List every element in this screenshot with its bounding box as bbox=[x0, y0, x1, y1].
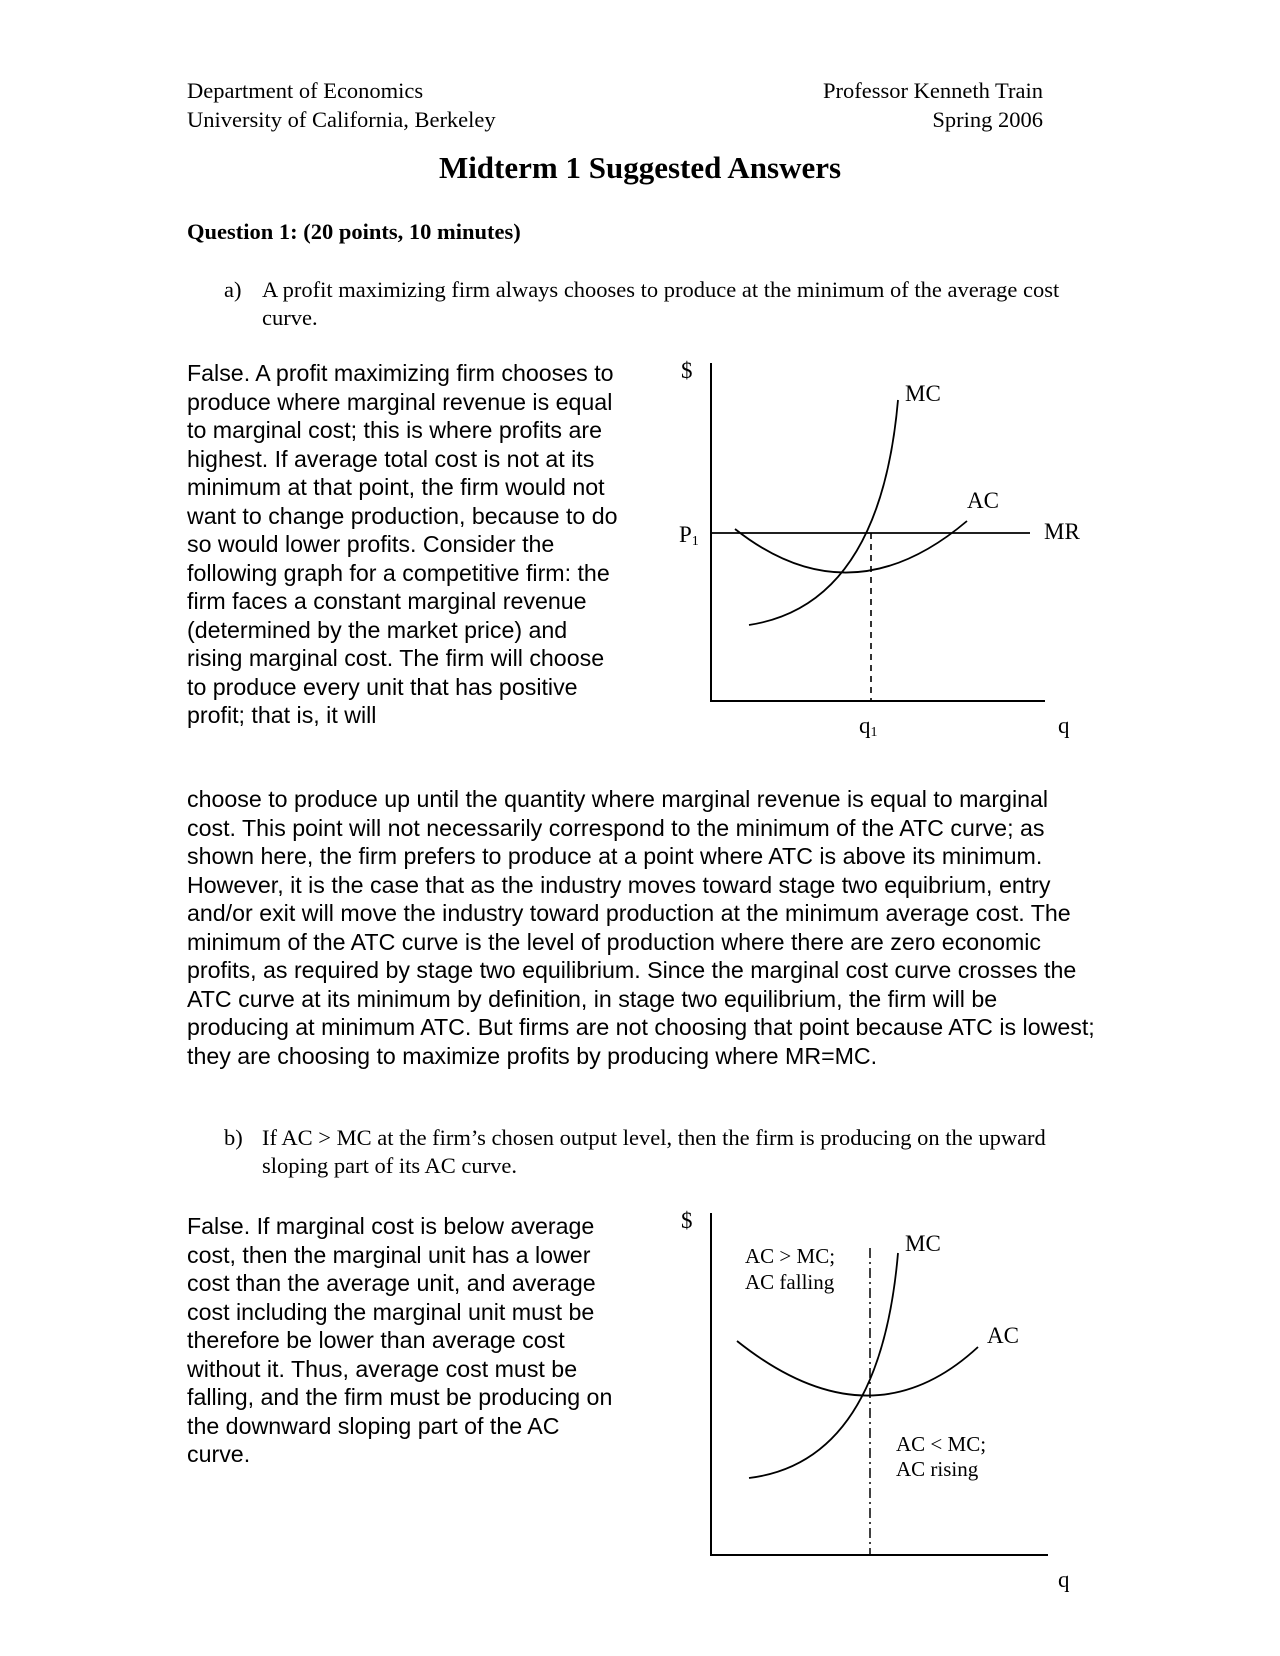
graph-a-mc-label: MC bbox=[905, 381, 941, 406]
page-title: Midterm 1 Suggested Answers bbox=[438, 150, 842, 185]
part-a-text: A profit maximizing firm always chooses to produce at the minimum of the average cost curve. bbox=[262, 277, 1060, 330]
graph-b-note-left-line2: AC falling bbox=[745, 1270, 835, 1294]
part-a-answer-top: False. A profit maximizing firm chooses to produce where marginal revenue is equal to marginal cost; this is where profits are highest. If average total cost is not at its minimum at that point, the firm would not want to change production, because to do so would lower profits. Consider the following graph for a competitive firm: the firm faces a constant marginal revenue (determined by the market price) and rising marginal cost. The firm will choose to produce every unit that has positive profit; that is, it will bbox=[187, 360, 618, 728]
term: Spring 2006 bbox=[932, 107, 1043, 132]
part-b-label: b) bbox=[224, 1125, 243, 1150]
part-a-label: a) bbox=[224, 277, 242, 302]
graph-a-y-axis-label: $ bbox=[681, 358, 693, 383]
department-name: Department of Economics bbox=[187, 78, 424, 103]
question-heading: Question 1: (20 points, 10 minutes) bbox=[187, 219, 521, 244]
university-name: University of California, Berkeley bbox=[187, 107, 496, 132]
graph-a-p1-label: P1 bbox=[679, 522, 699, 549]
graph-a-x-axis-label: q bbox=[1058, 713, 1070, 738]
graph-b-note-right-line1: AC < MC; bbox=[896, 1432, 987, 1456]
graph-b-note-right-line2: AC rising bbox=[896, 1457, 979, 1481]
graph-b-ac-curve bbox=[737, 1341, 978, 1396]
graph-b-note-left-line1: AC > MC; bbox=[745, 1244, 836, 1268]
graph-b-y-axis-label: $ bbox=[681, 1208, 693, 1233]
professor-name: Professor Kenneth Train bbox=[823, 78, 1043, 103]
graph-a-ac-label: AC bbox=[967, 488, 999, 513]
graph-a-q1-label: q1 bbox=[859, 713, 878, 740]
graph-a-mr-label: MR bbox=[1044, 519, 1080, 544]
graph-b-ac-label: AC bbox=[987, 1323, 1019, 1348]
part-a-answer-bottom: choose to produce up until the quantity where marginal revenue is equal to marginal cost. This point will not necessarily correspond to the minimum of the ATC curve; as shown here, the firm prefers to produce at a point where ATC is above its minimum. However, it is the case that as the industry moves toward stage two equibrium, entry and/or exit will move the industry toward production at the minimum average cost. The minimum of the ATC curve is the level of production where there are zero economic profits, as required by stage two equilibrium. Since the marginal cost curve crosses the ATC curve at its minimum by definition, in stage two equilibrium, the firm will be producing at minimum ATC. But firms are not choosing that point because ATC is lowest; they are choosing to maximize profits by producing where MR=MC. bbox=[187, 786, 1095, 1069]
graph-b-mc-label: MC bbox=[905, 1231, 941, 1256]
graph-b-x-axis-label: q bbox=[1058, 1567, 1070, 1592]
part-b-text: If AC > MC at the firm’s chosen output level, then the firm is producing on the upward sloping part of its AC curve. bbox=[262, 1125, 1046, 1178]
part-b-answer: False. If marginal cost is below average cost, then the marginal unit has a lower cost than the average unit, and average cost including the marginal unit must be therefore be lower than average cost without it. Thus, average cost must be falling, and the firm must be producing on the downward sloping part of the AC curve. bbox=[187, 1213, 613, 1467]
